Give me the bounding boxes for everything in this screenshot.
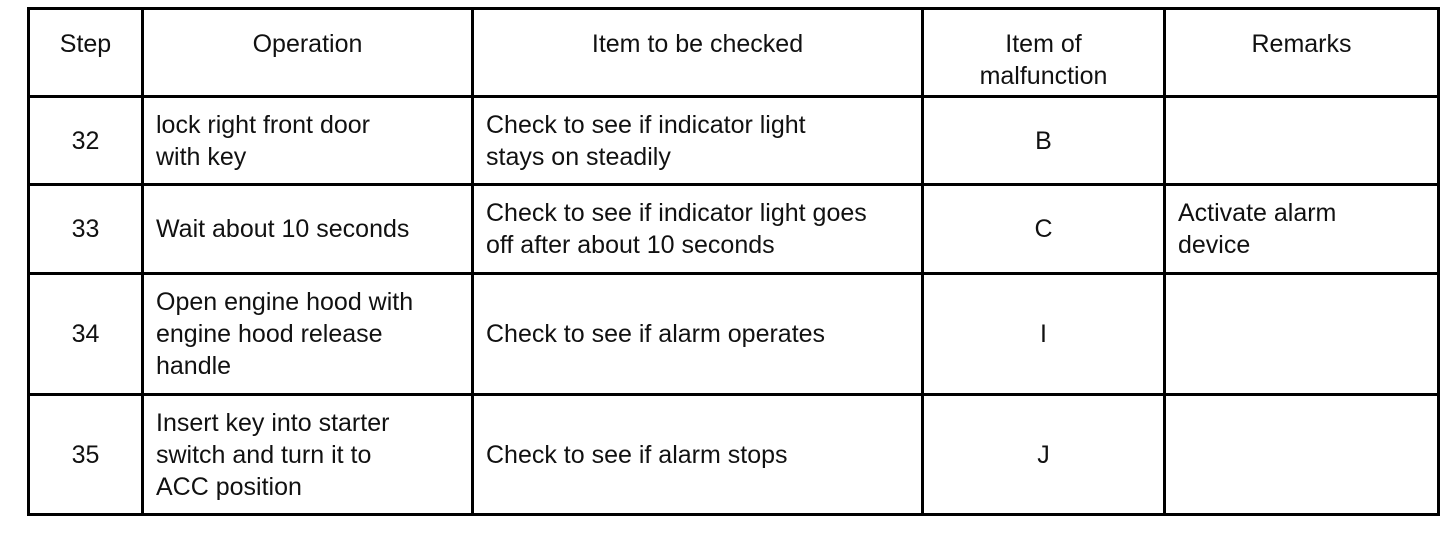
cell-item-of-malfunction: C [923,185,1165,274]
cell-operation: Wait about 10 seconds [143,185,473,274]
cell-item-to-be-checked: Check to see if indicator light goes off after about 10 seconds [473,185,923,274]
table-row [29,97,1439,185]
header-operation: Operation [143,9,473,97]
cell-step: 35 [29,395,143,515]
header-item-to-be-checked: Item to be checked [473,9,923,97]
inspection-table [27,7,1440,516]
cell-remarks [1165,274,1439,395]
cell-remarks [1165,97,1439,185]
header-step: Step [29,9,143,97]
cell-item-of-malfunction: J [923,395,1165,515]
document-sheet [27,7,1437,527]
cell-remarks [1165,395,1439,515]
cell-step: 33 [29,185,143,274]
cell-item-to-be-checked: Check to see if alarm stops [473,395,923,515]
cell-remarks: Activate alarm device [1165,185,1439,274]
header-item-of-malfunction: Item of malfunction [923,9,1165,97]
cell-item-of-malfunction: B [923,97,1165,185]
table-header-row [29,9,1439,97]
cell-operation: Insert key into starter switch and turn it to ACC position [143,395,473,515]
cell-item-to-be-checked: Check to see if indicator light stays on steadily [473,97,923,185]
table-row [29,185,1439,274]
cell-item-of-malfunction: I [923,274,1165,395]
table-row [29,395,1439,515]
table-row [29,274,1439,395]
cell-step: 32 [29,97,143,185]
cell-step: 34 [29,274,143,395]
cell-operation: lock right front door with key [143,97,473,185]
cell-operation: Open engine hood with engine hood release handle [143,274,473,395]
cell-item-to-be-checked: Check to see if alarm operates [473,274,923,395]
header-remarks: Remarks [1165,9,1439,97]
